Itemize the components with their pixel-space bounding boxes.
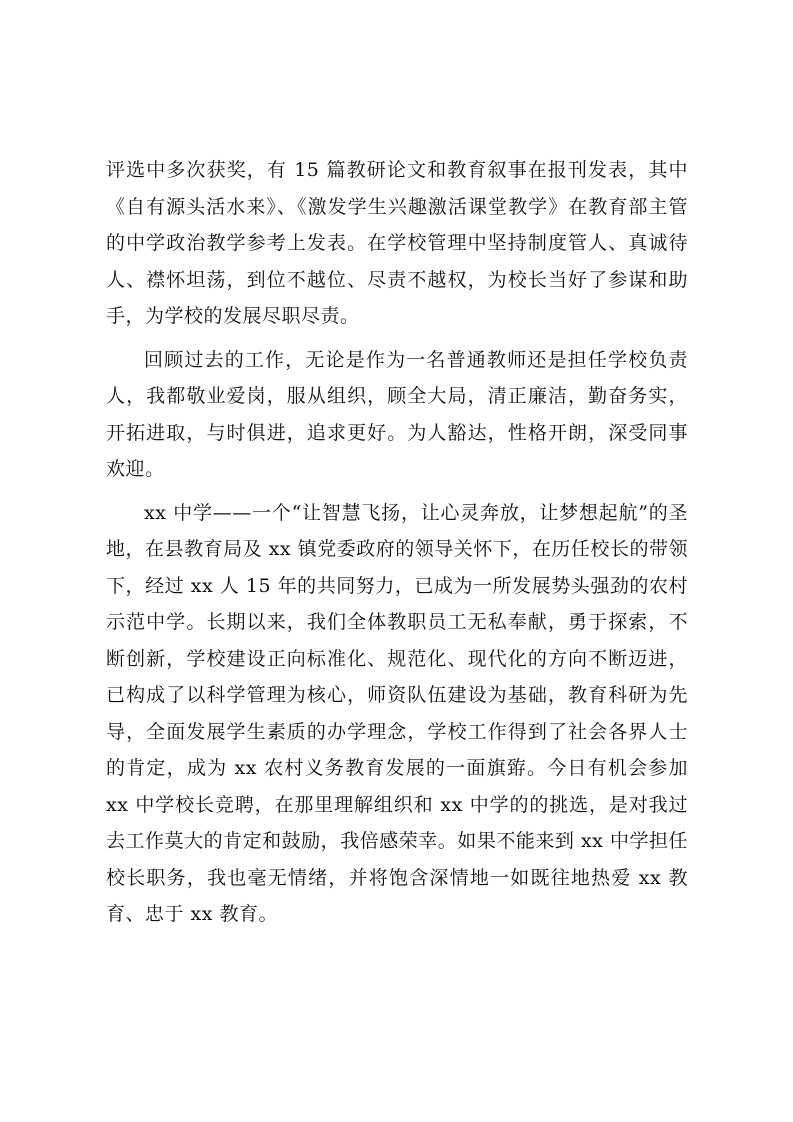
paragraph-continued: 评选中多次获奖，有 15 篇教研论文和教育叙事在报刊发表，其中《自有源头活水来》、《激发学生兴趣激活课堂教学》在教育部主管的中学政治教学参考上发表。在学校管理中坚持制度管人、真诚待人、襟怀坦荡，到位不越位、尽责不越权，为校长当好了参谋和助手，为学校的发展尽职尽责。 xyxy=(106,159,688,327)
paragraph-work-review: 回顾过去的工作，无论是作为一名普通教师还是担任学校负责人，我都敬业爱岗，服从组织，顾全大局，清正廉洁，勤奋务实，开拓进取，与时俱进，追求更好。为人豁达，性格开朗，深受同事欢迎。 xyxy=(106,348,688,480)
document-body xyxy=(106,152,688,933)
paragraph-school-intro: xx 中学——一个“让智慧飞扬，让心灵奔放，让梦想起航”的圣地，在县教育局及 xx 镇党委政府的领导关怀下，在历任校长的带领下，经过 xx 人 15 年的共同努力，已成为一所发展势头强劲的农村示范中学。长期以来，我们全体教职员工无私奉献，勇于探索，不断创新，学校建设正向标准化、规范化、现代化的方向不断迈进，已构成了以科学管理为核心，师资队伍建设为基础，教育科研为先导，全面发展学生素质的办学理念，学校工作得到了社会各界人士的肯定，成为 xx 农村义务教育发展的一面旗臶。今日有机会参加 xx 中学校长竞聘，在那里理解组织和 xx 中学的的挑选，是对我过去工作莫大的肯定和鼓励，我倍感荣幸。如果不能来到 xx 中学担任校长职务，我也毫无情绪，并将饱含深情地一如既往地热爱 xx 教育、忠于 xx 教育。 xyxy=(106,501,688,925)
